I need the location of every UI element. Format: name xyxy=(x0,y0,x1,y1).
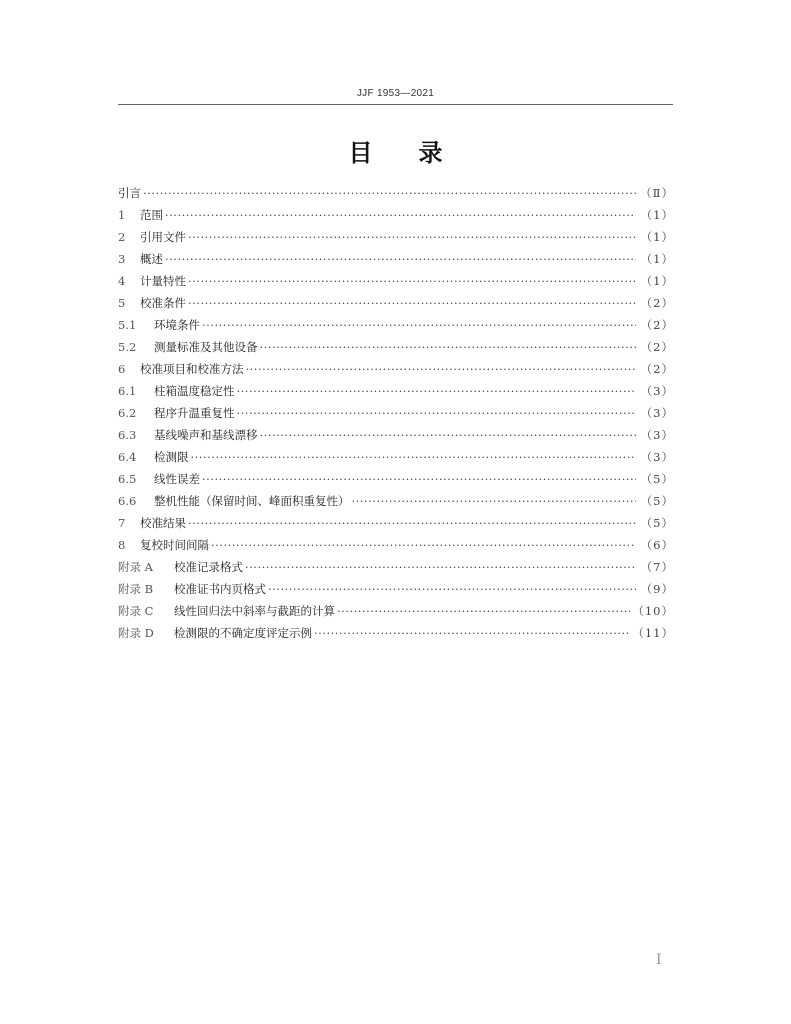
toc-entry-page: （2） xyxy=(640,318,674,332)
toc-entry-title: 检测限的不确定度评定示例 xyxy=(174,626,312,640)
toc-leader-dots xyxy=(188,512,636,534)
toc-leader-dots xyxy=(337,600,630,622)
toc-entry-page: （10） xyxy=(632,604,674,618)
toc-entry-6-2[interactable] xyxy=(118,402,674,424)
toc-entry-number: 4 xyxy=(118,274,126,288)
toc-leader-dots xyxy=(352,490,637,512)
toc-entry-1[interactable] xyxy=(118,204,674,226)
toc-entry-title: 校准记录格式 xyxy=(174,560,243,574)
toc-entry-number: 7 xyxy=(118,516,126,530)
toc-entry-page: （11） xyxy=(632,626,674,640)
toc-entry-6-6[interactable] xyxy=(118,490,674,512)
toc-entry-8[interactable] xyxy=(118,534,674,556)
toc-leader-dots xyxy=(188,226,636,248)
toc-leader-dots xyxy=(260,336,637,358)
title-char-1: 目 xyxy=(348,139,373,167)
toc-entry-page: （5） xyxy=(640,472,674,486)
toc-entry-number: 6.1 xyxy=(118,384,137,398)
toc-entry-number: 6.3 xyxy=(118,428,137,442)
toc-entry-title: 校准证书内页格式 xyxy=(174,582,266,596)
toc-entry-6-1[interactable] xyxy=(118,380,674,402)
toc-leader-dots xyxy=(143,182,636,204)
toc-leader-dots xyxy=(246,358,637,380)
toc-leader-dots xyxy=(314,622,630,644)
toc-entry-title: 范围 xyxy=(140,208,163,222)
header-rule xyxy=(118,104,673,105)
toc-entry-page: （5） xyxy=(640,494,674,508)
toc-entry-number: 5.2 xyxy=(118,340,137,354)
toc-entry-page: （3） xyxy=(640,384,674,398)
toc-entry-page: （3） xyxy=(640,428,674,442)
page-number: I xyxy=(656,952,662,968)
toc-entry-page: （1） xyxy=(640,230,674,244)
toc-entry-6-5[interactable] xyxy=(118,468,674,490)
toc-entry-3[interactable] xyxy=(118,248,674,270)
toc-entry-number: 6.6 xyxy=(118,494,137,508)
toc-entry-number: 6.2 xyxy=(118,406,137,420)
toc-entry-page: （Ⅱ） xyxy=(640,186,674,200)
toc-entry-page: （2） xyxy=(640,340,674,354)
toc-entry-6-3[interactable] xyxy=(118,424,674,446)
toc-entry-page: （1） xyxy=(640,208,674,222)
toc-entry-4[interactable] xyxy=(118,270,674,292)
toc-entry-7[interactable] xyxy=(118,512,674,534)
toc-leader-dots xyxy=(237,402,637,424)
toc-entry-appendix-a[interactable] xyxy=(118,556,674,578)
page-title xyxy=(0,133,791,168)
toc-leader-dots xyxy=(245,556,636,578)
toc-entry-page: （3） xyxy=(640,450,674,464)
toc-entry-page: （1） xyxy=(640,274,674,288)
toc-entry-title: 概述 xyxy=(140,252,163,266)
toc-entry-title: 校准结果 xyxy=(140,516,186,530)
toc-leader-dots xyxy=(211,534,636,556)
toc-entry-title: 引用文件 xyxy=(140,230,186,244)
toc-leader-dots xyxy=(237,380,637,402)
toc-entry-page: （2） xyxy=(640,296,674,310)
toc-entry-6-4[interactable] xyxy=(118,446,674,468)
toc-entry-title: 复校时间间隔 xyxy=(140,538,209,552)
toc-entry-5-2[interactable] xyxy=(118,336,674,358)
toc-entry-number: 附录 B xyxy=(118,582,154,596)
toc-entry-appendix-b[interactable] xyxy=(118,578,674,600)
toc-entry-page: （5） xyxy=(640,516,674,530)
toc-leader-dots xyxy=(191,446,637,468)
toc-entry-title: 线性回归法中斜率与截距的计算 xyxy=(174,604,335,618)
toc-entry-appendix-d[interactable] xyxy=(118,622,674,644)
toc-entry-appendix-c[interactable] xyxy=(118,600,674,622)
toc-leader-dots xyxy=(188,292,636,314)
toc-entry-number: 5.1 xyxy=(118,318,137,332)
toc-entry-number: 6.5 xyxy=(118,472,137,486)
toc-entry-page: （1） xyxy=(640,252,674,266)
toc-leader-dots xyxy=(268,578,636,600)
toc-entry-number: 6.4 xyxy=(118,450,137,464)
toc-entry-title: 引言 xyxy=(118,186,141,200)
toc-entry-title: 基线噪声和基线漂移 xyxy=(154,428,258,442)
title-char-2: 录 xyxy=(418,139,443,167)
toc-entry-number: 1 xyxy=(118,208,126,222)
toc-entry-page: （3） xyxy=(640,406,674,420)
toc-entry-number: 附录 A xyxy=(118,560,153,574)
toc-entry-page: （7） xyxy=(640,560,674,574)
toc-entry-number: 2 xyxy=(118,230,126,244)
toc-leader-dots xyxy=(260,424,637,446)
toc-entry-title: 校准项目和校准方法 xyxy=(140,362,244,376)
toc-entry-title: 环境条件 xyxy=(154,318,200,332)
toc-entry-number: 8 xyxy=(118,538,126,552)
toc-leader-dots xyxy=(188,270,636,292)
toc-entry-5[interactable] xyxy=(118,292,674,314)
toc-entry-number: 3 xyxy=(118,252,126,266)
document-code: JJF 1953—2021 xyxy=(356,88,435,99)
toc-entry-title: 校准条件 xyxy=(140,296,186,310)
toc-entry-page: （2） xyxy=(640,362,674,376)
toc-entry-5-1[interactable] xyxy=(118,314,674,336)
toc-entry-number: 5 xyxy=(118,296,126,310)
toc-entry-page: （9） xyxy=(640,582,674,596)
table-of-contents xyxy=(118,182,674,644)
toc-leader-dots xyxy=(202,314,636,336)
toc-entry-6[interactable] xyxy=(118,358,674,380)
toc-entry-number: 附录 D xyxy=(118,626,154,640)
toc-entry-intro[interactable] xyxy=(118,182,674,204)
toc-entry-title: 计量特性 xyxy=(140,274,186,288)
toc-entry-title: 检测限 xyxy=(154,450,189,464)
toc-entry-page: （6） xyxy=(640,538,674,552)
toc-entry-title: 程序升温重复性 xyxy=(154,406,235,420)
toc-entry-title: 测量标准及其他设备 xyxy=(154,340,258,354)
toc-entry-title: 线性误差 xyxy=(154,472,200,486)
toc-leader-dots xyxy=(202,468,636,490)
toc-leader-dots xyxy=(165,248,636,270)
toc-leader-dots xyxy=(165,204,636,226)
toc-entry-number: 6 xyxy=(118,362,126,376)
toc-entry-2[interactable] xyxy=(118,226,674,248)
toc-entry-number: 附录 C xyxy=(118,604,154,618)
toc-entry-title: 整机性能（保留时间、峰面积重复性） xyxy=(154,494,350,508)
toc-entry-title: 柱箱温度稳定性 xyxy=(154,384,235,398)
